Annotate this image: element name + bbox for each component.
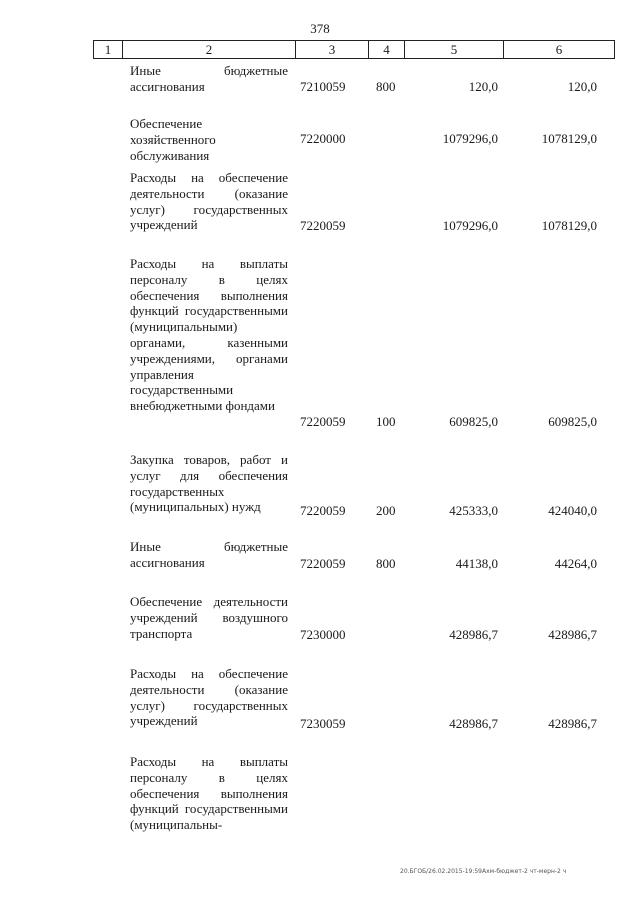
header-col-5: 5: [450, 42, 458, 57]
row-code: 7230059: [300, 716, 346, 731]
row-value-col6: 424040,0: [548, 503, 597, 518]
row-value-col6: 120,0: [567, 79, 597, 94]
header-col-3: 3: [328, 42, 336, 57]
header-col-2: 2: [205, 42, 213, 57]
row-value-col6: 428986,7: [548, 716, 597, 731]
row-description: Иные бюджетные ассигнования: [130, 539, 288, 570]
row-value-col6: 44264,0: [554, 556, 597, 571]
row-code: 7220059: [300, 503, 346, 518]
row-description: Расходы на обеспечение деятельности (оказание услуг) государственных учреждений: [130, 666, 288, 729]
row-value-col6: 1078129,0: [541, 218, 597, 233]
row-code: 7220059: [300, 218, 346, 233]
row-description: Расходы на выплаты персоналу в целях обеспечения выполнения функций государственными (муниципальны-: [130, 754, 288, 833]
row-value-col6: 1078129,0: [541, 131, 597, 146]
row-code: 7230000: [300, 627, 346, 642]
row-code: 7220059: [300, 414, 346, 429]
print-footer: 20.БГОБ/26.02.2015-19:59Ахм-бюджет-2 чт-мерн-2 ч: [400, 868, 567, 875]
header-col-4: 4: [383, 42, 390, 57]
row-value-col5: 428986,7: [449, 716, 498, 731]
table-header: [93, 40, 615, 59]
row-kind: 100: [376, 414, 396, 429]
row-value-col5: 1079296,0: [442, 218, 498, 233]
row-description: Расходы на обеспечение деятельности (оказание услуг) государственных учреждений: [130, 170, 288, 233]
row-value-col5: 609825,0: [449, 414, 498, 429]
row-kind: 800: [376, 79, 396, 94]
row-code: 7220059: [300, 556, 346, 571]
row-value-col6: 609825,0: [548, 414, 597, 429]
row-kind: 800: [376, 556, 396, 571]
row-value-col5: 425333,0: [449, 503, 498, 518]
row-value-col5: 428986,7: [449, 627, 498, 642]
row-code: 7220000: [300, 131, 346, 146]
row-value-col5: 1079296,0: [442, 131, 498, 146]
row-description: Расходы на выплаты персоналу в целях обеспечения выполнения функций государственными (муниципальными) органами, казенными учреждениями, органами управления государственными внебюджетными фондами: [130, 256, 288, 414]
row-code: 7210059: [300, 79, 346, 94]
header-col-1: 1: [104, 42, 112, 57]
row-value-col5: 44138,0: [455, 556, 498, 571]
row-description: Обеспечение деятельности учреждений воздушного транспорта: [130, 594, 288, 641]
row-value-col5: 120,0: [468, 79, 498, 94]
row-value-col6: 428986,7: [548, 627, 597, 642]
page-number: 378: [310, 21, 330, 36]
header-col-6: 6: [555, 42, 563, 57]
row-description: Иные бюджетные ассигнования: [130, 63, 288, 94]
row-description: Обеспечение хозяйственного обслуживания: [130, 116, 216, 163]
row-description: Закупка товаров, работ и услуг для обеспечения государственных (муниципальных) нужд: [130, 452, 288, 515]
row-kind: 200: [376, 503, 396, 518]
